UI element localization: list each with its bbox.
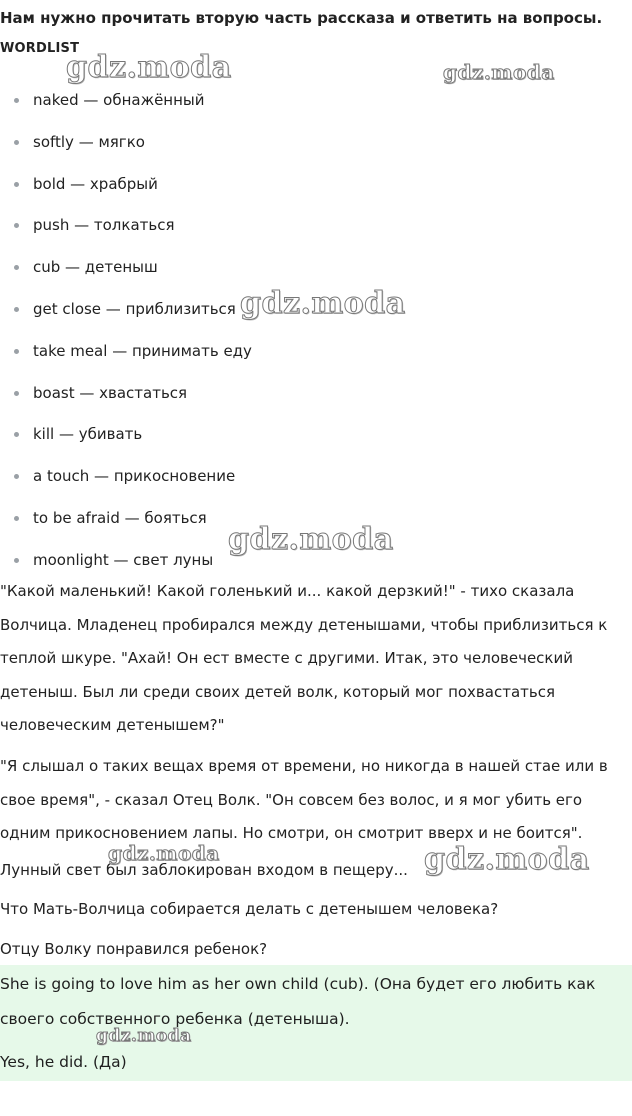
watermark-logo: gdz.moda [108, 841, 220, 865]
wordlist-item: boast — хвастаться [0, 379, 252, 421]
story-paragraph-3: Лунный свет был заблокирован входом в пещеру... [0, 861, 408, 879]
wordlist-item: bold — храбрый [0, 170, 252, 212]
wordlist-item: naked — обнажённый [0, 86, 252, 128]
task-heading: Нам нужно прочитать вторую часть рассказа и ответить на вопросы. [0, 9, 603, 27]
question-1: Что Мать-Волчица собирается делать с детенышем человека? [0, 900, 499, 918]
watermark-logo: gdz.moda [96, 1026, 192, 1046]
watermark-logo: gdz.moda [240, 286, 406, 321]
wordlist-item: a touch — прикосновение [0, 462, 252, 504]
wordlist-item: cub — детеныш [0, 253, 252, 295]
wordlist-item: get close — приблизиться [0, 295, 252, 337]
wordlist-label: WORDLIST [0, 41, 80, 56]
story-paragraph-2: "Я слышал о таких вещах время от времени, но никогда в нашей стае или в свое время", - сказал Отец Волк. "Он совсем без волос, и я мог убить его одним прикосновением лапы. Но смотри, он смотрит вверх и не боится". [0, 757, 608, 842]
answer-block [0, 965, 632, 1081]
wordlist-item: to be afraid — бояться [0, 504, 252, 546]
wordlist-item: softly — мягко [0, 128, 252, 170]
question-2: Отцу Волку понравился ребенок? [0, 940, 268, 958]
answer-1: She is going to love him as her own child (cub). (Она будет его любить как своего собственного ребенка (детеныша). [0, 975, 596, 1028]
watermark-logo: gdz.moda [66, 50, 232, 85]
wordlist-item: push — толкаться [0, 211, 252, 253]
wordlist-item: take meal — принимать еду [0, 337, 252, 379]
story-paragraph-1: "Какой маленький! Какой голенький и... какой дерзкий!" - тихо сказала Волчица. Младенец пробирался между детенышами, чтобы приблизиться к теплой шкуре. "Ахай! Он ест вместе с другими. Итак, это человеческий детеныш. Был ли среди своих детей волк, который мог похвастаться человеческим детенышем?" [0, 582, 608, 734]
wordlist-item: moonlight — свет луны [0, 546, 252, 588]
watermark-logo: gdz.moda [228, 522, 394, 557]
wordlist-item: kill — убивать [0, 420, 252, 462]
wordlist [0, 86, 252, 588]
watermark-logo: gdz.moda [443, 60, 555, 84]
watermark-logo: gdz.moda [424, 842, 590, 877]
answer-2: Yes, he did. (Да) [0, 1053, 127, 1071]
